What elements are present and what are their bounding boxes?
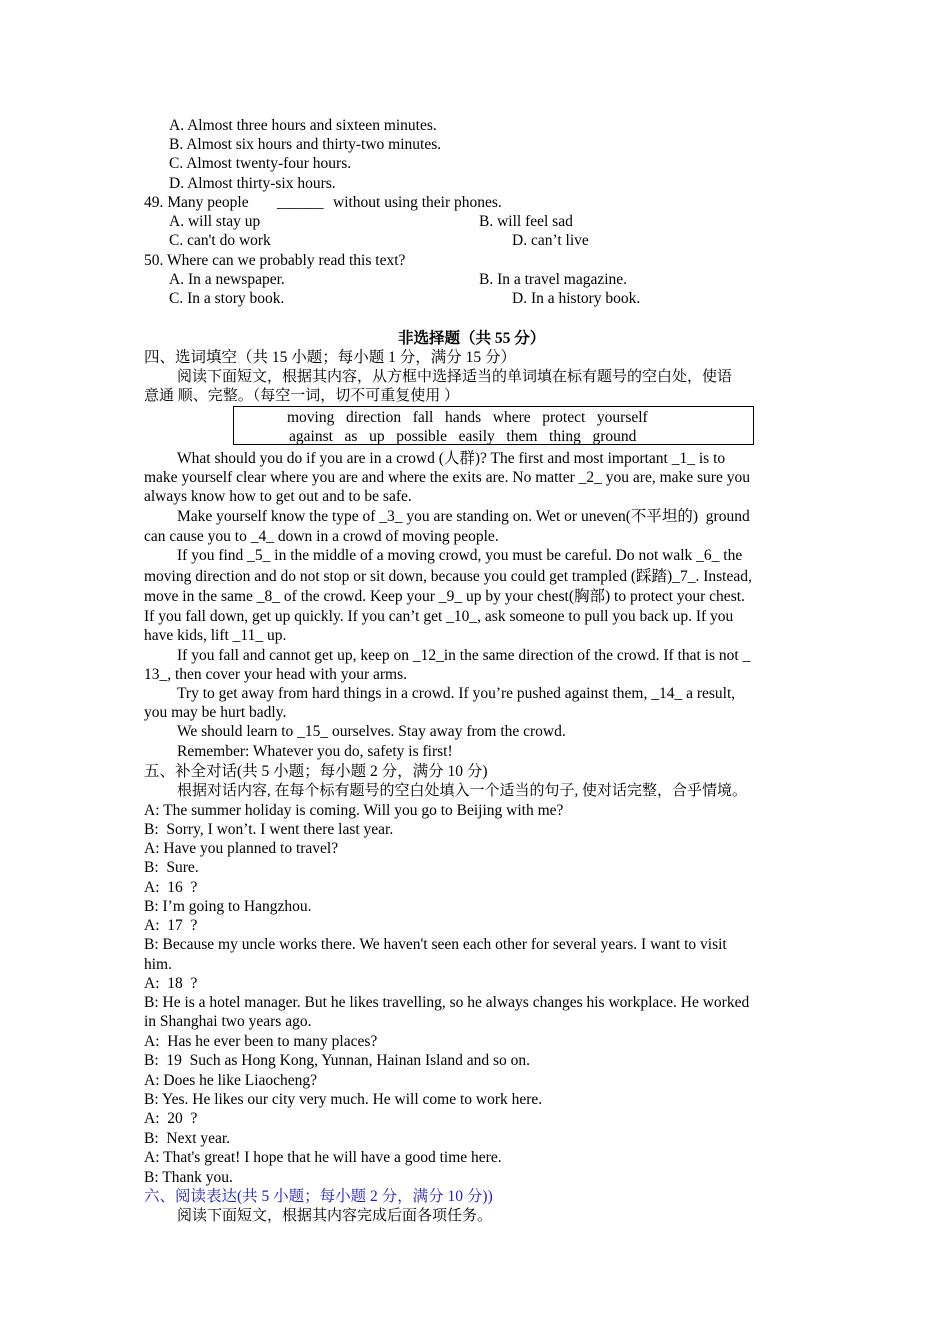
- dialogue-line: in Shanghai two years ago.: [144, 1013, 312, 1030]
- q49-stem-pre: 49. Many people: [144, 194, 249, 211]
- part5-instruction: 根据对话内容, 在每个标有题号的空白处填入一个适当的句子, 使对话完整，合乎情境。: [177, 783, 748, 799]
- q50-option-b: B. In a travel magazine.: [479, 271, 628, 288]
- dialogue-line: B: Thank you.: [144, 1169, 233, 1186]
- passage-line: If you find _5_ in the middle of a moving crowd, you must be careful. Do not walk _6_ the: [177, 547, 743, 564]
- dialogue-line: A: The summer holiday is coming. Will you go to Beijing with me?: [144, 802, 564, 819]
- q50-option-d: D. In a history book.: [512, 290, 641, 307]
- passage-line: What should you do if you are in a crowd (人群)? The first and most important _1_ is to: [177, 450, 726, 467]
- dialogue-line: A: Have you planned to travel?: [144, 840, 339, 857]
- passage-line: 13_, then cover your head with your arms.: [144, 666, 408, 683]
- part5-heading: 五、补全对话(共 5 小题；每小题 2 分，满分 10 分): [144, 763, 488, 780]
- part6-instruction: 阅读下面短文，根据其内容完成后面各项任务。: [177, 1208, 493, 1224]
- q48-option-c: C. Almost twenty-four hours.: [169, 155, 352, 172]
- q48-option-a: A. Almost three hours and sixteen minutes.: [169, 117, 437, 134]
- dialogue-line: B: Yes. He likes our city very much. He will come to work here.: [144, 1091, 543, 1108]
- q48-option-b: B. Almost six hours and thirty-two minutes.: [169, 136, 442, 153]
- q49-stem-post: without using their phones.: [333, 194, 502, 211]
- q49-option-b: B. will feel sad: [479, 213, 573, 230]
- dialogue-line: B: Because my uncle works there. We haven't seen each other for several years. I want to visit: [144, 936, 727, 953]
- part6-heading: 六、阅读表达(共 5 小题；每小题 2 分，满分 10 分)): [144, 1188, 493, 1205]
- dialogue-line: A: 17 ?: [144, 917, 198, 934]
- passage-line: have kids, lift _11_ up.: [144, 627, 287, 644]
- part4-instruction-line2: 意通 顺、完整。（每空一词，切不可重复使用 ）: [144, 388, 460, 404]
- dialogue-line: A: 16 ?: [144, 879, 198, 896]
- q49-blank: ______: [277, 194, 324, 211]
- passage-line: Remember: Whatever you do, safety is first!: [177, 743, 453, 760]
- passage-line: can cause you to _4_ down in a crowd of moving people.: [144, 528, 499, 545]
- dialogue-line: B: He is a hotel manager. But he likes travelling, so he always changes his workplace. He worked: [144, 994, 750, 1011]
- passage-line: make yourself clear where you are and where the exits are. No matter _2_ you are, make sure you: [144, 469, 750, 486]
- passage-line: We should learn to _15_ ourselves. Stay away from the crowd.: [177, 723, 566, 740]
- q50-stem: 50. Where can we probably read this text?: [144, 252, 406, 269]
- passage-line: Try to get away from hard things in a crowd. If you’re pushed against them, _14_ a result,: [177, 685, 736, 702]
- dialogue-line: B: Sorry, I won’t. I went there last year.: [144, 821, 394, 838]
- dialogue-line: B: Next year.: [144, 1130, 231, 1147]
- section-title: 非选择题（共 55 分）: [398, 330, 546, 347]
- q48-option-d: D. Almost thirty-six hours.: [169, 175, 336, 192]
- dialogue-line: B: 19 Such as Hong Kong, Yunnan, Hainan Island and so on.: [144, 1052, 531, 1069]
- q49-option-c: C. can't do work: [169, 232, 271, 249]
- dialogue-line: A: Has he ever been to many places?: [144, 1033, 378, 1050]
- passage-line: If you fall down, get up quickly. If you can’t get _10_, ask someone to pull you back up. If you: [144, 608, 734, 625]
- word-bank-row2: against as up possible easily them thing ground: [289, 428, 637, 445]
- q49-option-a: A. will stay up: [169, 213, 261, 230]
- word-bank-box: [233, 406, 754, 445]
- dialogue-line: A: 20 ?: [144, 1110, 198, 1127]
- passage-line: always know how to get out and to be safe.: [144, 488, 412, 505]
- dialogue-line: B: Sure.: [144, 859, 199, 876]
- dialogue-line: A: 18 ?: [144, 975, 198, 992]
- passage-line: If you fall and cannot get up, keep on _12_in the same direction of the crowd. If that is not _: [177, 647, 751, 664]
- passage-line: you may be hurt badly.: [144, 704, 287, 721]
- part4-heading: 四、选词填空（共 15 小题；每小题 1 分，满分 15 分）: [144, 349, 517, 366]
- dialogue-line: A: Does he like Liaocheng?: [144, 1072, 318, 1089]
- q50-option-c: C. In a story book.: [169, 290, 285, 307]
- part4-instruction-line1: 阅读下面短文，根据其内容，从方框中选择适当的单词填在标有题号的空白处，使语: [177, 369, 733, 385]
- q49-option-d: D. can’t live: [512, 232, 589, 249]
- word-bank-row1: moving direction fall hands where protect yourself: [287, 409, 648, 426]
- passage-line: Make yourself know the type of _3_ you are standing on. Wet or uneven(不平坦的) ground: [177, 508, 750, 525]
- q50-option-a: A. In a newspaper.: [169, 271, 285, 288]
- passage-line: move in the same _8_ of the crowd. Keep your _9_ up by your chest(胸部) to protect your chest.: [144, 588, 745, 605]
- dialogue-line: him.: [144, 956, 172, 973]
- dialogue-line: A: That's great! I hope that he will have a good time here.: [144, 1149, 502, 1166]
- passage-line: moving direction and do not stop or sit down, because you could get trampled (踩踏)_7_. Instead,: [144, 568, 752, 585]
- dialogue-line: B: I’m going to Hangzhou.: [144, 898, 312, 915]
